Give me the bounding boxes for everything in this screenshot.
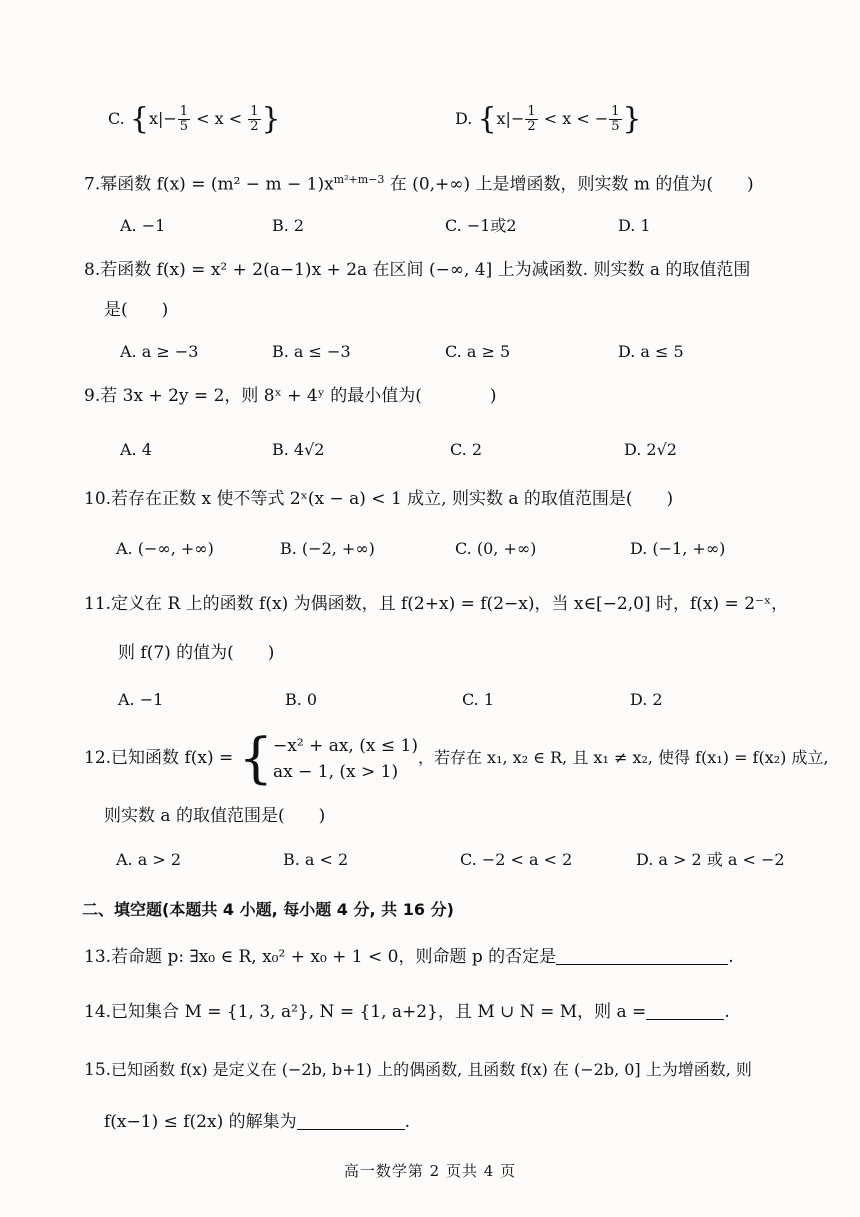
q10-option-b: B. (−2, +∞) [280, 539, 375, 558]
denominator: 2 [250, 119, 259, 134]
punctuation: . [728, 947, 734, 967]
question-number: 8. [84, 260, 101, 280]
question-13 [84, 945, 830, 969]
numerator: 1 [527, 104, 536, 119]
q12-option-d: D. a > 2 或 a < −2 [636, 850, 785, 869]
question-text: 若 3x + 2y = 2，则 8ˣ + 4ʸ 的最小值为( ) [100, 386, 497, 406]
q12-option-c: C. −2 < a < 2 [460, 850, 573, 869]
question-8 [84, 258, 830, 282]
set-text: < x < [191, 109, 248, 128]
numerator: 1 [611, 104, 620, 119]
question-text: 幂函数 [100, 174, 157, 195]
case-1: −x² + ax, (x ≤ 1) [273, 735, 418, 756]
case-2: ax − 1, (x > 1) [273, 761, 399, 782]
answer-blank[interactable] [556, 946, 728, 965]
q10-option-a: A. (−∞, +∞) [116, 539, 214, 558]
denominator: 5 [611, 119, 620, 134]
exponent: m²+m−3 [333, 173, 385, 186]
question-text: 已知函数 f(x) = [111, 748, 239, 768]
q10-option-d: D. (−1, +∞) [630, 539, 726, 558]
q8-option-a: A. a ≥ −3 [120, 342, 199, 361]
set-text: < x < − [538, 109, 609, 128]
punctuation: . [724, 1002, 730, 1022]
denominator: 2 [527, 119, 536, 134]
fraction [178, 105, 190, 134]
q8-option-b: B. a ≤ −3 [272, 342, 351, 361]
q9-option-b: B. 4√2 [272, 440, 325, 459]
q8-option-c: C. a ≥ 5 [445, 342, 511, 361]
question-8-cont: 是( ) [104, 300, 169, 320]
numerator: 1 [250, 104, 259, 119]
right-brace: } [622, 101, 642, 137]
q11-option-b: B. 0 [285, 690, 318, 709]
option-label: D. [455, 109, 473, 128]
page-footer: 高一数学第 2 页共 4 页 [343, 1162, 517, 1180]
question-15-cont [104, 1110, 830, 1134]
question-text: ，若存在 x₁, x₂ ∈ R, 且 x₁ ≠ x₂, 使得 f(x₁) = f(x₂) 成立, [417, 748, 829, 767]
question-9 [84, 384, 830, 408]
fraction [248, 105, 260, 134]
question-number: 15. [84, 1060, 112, 1080]
question-text: 在 (0,+∞) 上是增函数，则实数 m 的值为( ) [384, 174, 754, 195]
question-12-cont: 则实数 a 的取值范围是( ) [104, 806, 326, 826]
q11-option-a: A. −1 [118, 690, 164, 709]
right-brace: } [261, 101, 281, 137]
denominator: 5 [179, 119, 189, 134]
q9-option-c: C. 2 [450, 440, 483, 459]
fraction [525, 105, 537, 134]
question-number: 12. [84, 748, 112, 768]
question-text: 已知集合 M = {1, 3, a²}, N = {1, a+2}，且 M ∪ N = M，则 a = [111, 1002, 647, 1022]
fraction [609, 105, 621, 134]
q7-option-b: B. 2 [272, 216, 305, 235]
question-number: 7. [84, 174, 101, 195]
q7-option-a: A. −1 [120, 216, 166, 235]
question-text: 若命题 p: ∃x₀ ∈ R, x₀² + x₀ + 1 < 0，则命题 p 的否定是 [111, 947, 557, 967]
question-text: 定义在 R 上的函数 f(x) 为偶函数，且 f(2+x) = f(2−x)，当 x∈[−2,0] 时，f(x) = 2⁻ˣ， [111, 594, 789, 614]
q12-option-a: A. a > 2 [116, 850, 182, 869]
question-text: 已知函数 f(x) 是定义在 (−2b, b+1) 上的偶函数, 且函数 f(x) 在 (−2b, 0] 上为增函数, 则 [111, 1060, 752, 1079]
question-number: 9. [84, 386, 101, 406]
piecewise-brace: { [238, 726, 274, 790]
q12-option-b: B. a < 2 [283, 850, 349, 869]
q9-option-a: A. 4 [120, 440, 152, 459]
q10-option-c: C. (0, +∞) [455, 539, 537, 558]
question-text: 若函数 f(x) = x² + 2(a−1)x + 2a 在区间 (−∞, 4] 上为减函数. 则实数 a 的取值范围 [100, 260, 751, 280]
q8-option-d: D. a ≤ 5 [618, 342, 684, 361]
numerator: 1 [179, 104, 189, 119]
set-text: x|− [148, 109, 177, 128]
question-11 [84, 592, 830, 616]
question-7 [84, 168, 830, 197]
question-number: 11. [84, 594, 112, 614]
question-12 [84, 726, 830, 790]
answer-blank[interactable] [646, 1001, 724, 1020]
question-10 [84, 487, 830, 511]
formula: f(x) = (m² − m − 1)x [156, 174, 334, 195]
q7-option-c: C. −1或2 [445, 216, 517, 235]
piecewise-cases [273, 733, 418, 785]
q6-option-c [108, 101, 281, 137]
left-brace: { [477, 101, 497, 137]
question-15 [84, 1058, 830, 1082]
section-heading: 二、填空题(本题共 4 小题, 每小题 4 分, 共 16 分) [82, 900, 454, 919]
question-number: 13. [84, 947, 112, 967]
question-text: 若存在正数 x 使不等式 2ˣ(x − a) < 1 成立, 则实数 a 的取值范围是( ) [111, 489, 674, 509]
question-number: 14. [84, 1002, 112, 1022]
answer-blank[interactable] [297, 1111, 405, 1130]
q11-option-d: D. 2 [630, 690, 663, 709]
q7-option-d: D. 1 [618, 216, 651, 235]
punctuation: . [404, 1112, 411, 1132]
q6-option-d [455, 101, 642, 137]
q11-option-c: C. 1 [462, 690, 495, 709]
left-brace: { [129, 101, 149, 137]
option-label: C. [108, 109, 125, 128]
q9-option-d: D. 2√2 [624, 440, 677, 459]
question-text: f(x−1) ≤ f(2x) 的解集为 [104, 1112, 297, 1132]
question-number: 10. [84, 489, 112, 509]
question-11-cont: 则 f(7) 的值为( ) [118, 643, 275, 663]
set-text: x|− [496, 109, 525, 128]
question-14 [84, 1000, 830, 1024]
